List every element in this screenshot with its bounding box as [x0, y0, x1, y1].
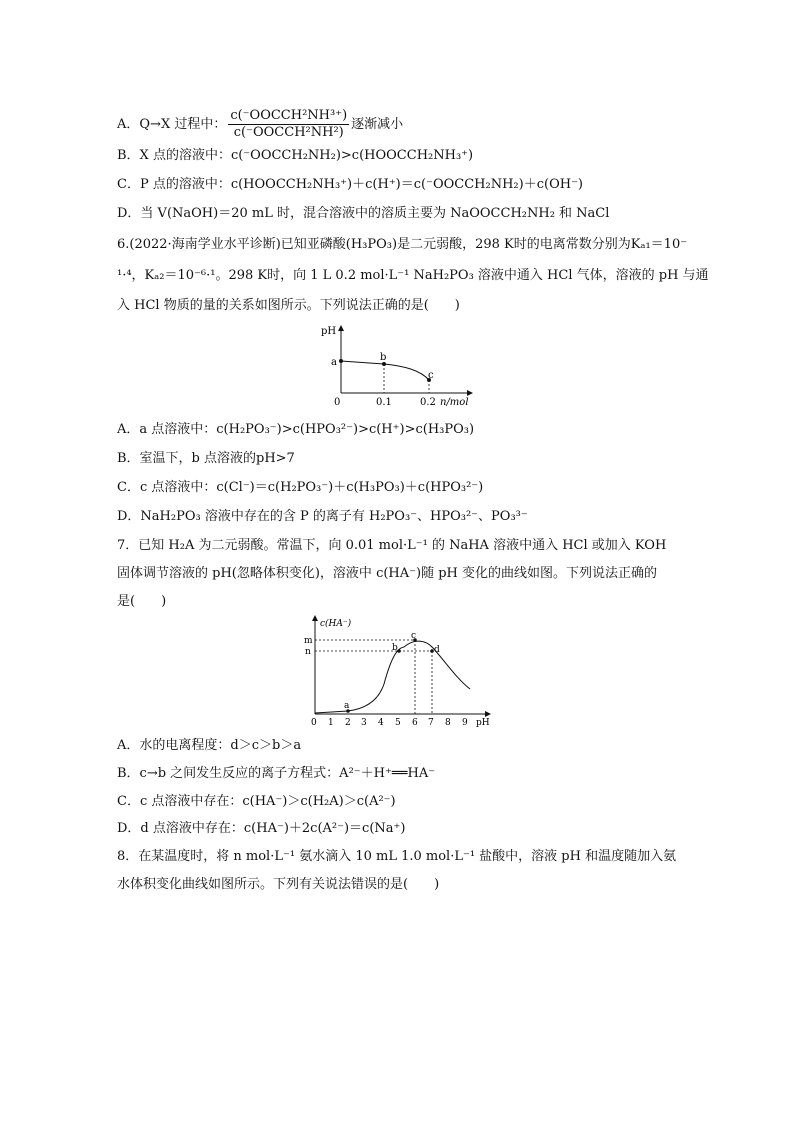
q6-figure: [318, 322, 478, 412]
q7-label-c: c: [411, 631, 417, 641]
q7-tick-3: 3: [361, 718, 367, 728]
q5-option-d: D．当 V(NaOH)＝20 mL 时，混合溶液中的溶质主要为 NaOOCCH₂NH₂ 和 NaCl: [117, 206, 610, 221]
q5-option-a-prefix: A．Q→X 过程中：: [117, 117, 227, 132]
q8-stem-line2: 水体积变化曲线如图所示。下列有关说法错误的是( ): [117, 877, 440, 892]
q7-tick-0: 0: [311, 718, 317, 728]
q7-tick-6: 6: [412, 718, 418, 728]
q6-stem-line2: ¹·⁴，Kₐ₂＝10⁻⁶·¹。298 K时，向 1 L 0.2 mol·L⁻¹ NaH₂PO₃ 溶液中通入 HCl 气体，溶液的 pH 与通: [117, 268, 709, 283]
q6-stem-line3: 入 HCl 物质的量的关系如图所示。下列说法正确的是( ): [117, 298, 460, 313]
q7-label-n: n: [305, 647, 311, 657]
q7-figure: [298, 614, 498, 732]
q7-tick-1: 1: [328, 718, 334, 728]
q7-tick-4: 4: [378, 718, 384, 728]
q7-stem-line3: 是( ): [117, 594, 167, 609]
q6-origin: 0: [334, 397, 341, 408]
q6-tick-1: 0.1: [376, 397, 392, 408]
q7-xlabel: pH: [476, 718, 490, 728]
q6-option-d: D．NaH₂PO₃ 溶液中存在的含 P 的离子有 H₂PO₃⁻、HPO₃²⁻、PO₃³⁻: [117, 509, 528, 524]
q7-ylabel: c(HA⁻): [320, 619, 352, 629]
q7-label-m: m: [304, 636, 313, 646]
q7-tick-7: 7: [428, 718, 434, 728]
fraction-denominator: c(⁻OOCCH²NH²): [233, 125, 344, 140]
q5-option-a: [117, 108, 403, 141]
q7-label-b: b: [392, 643, 398, 653]
q7-option-d: D．d 点溶液中存在：c(HA⁻)＋2c(A²⁻)＝c(Na⁺): [117, 821, 406, 836]
q7-tick-8: 8: [445, 718, 451, 728]
q7-tick-5: 5: [395, 718, 401, 728]
q6-xlabel: n/mol: [440, 397, 469, 408]
q7-stem-line2: 固体调节溶液的 pH(忽略体积变化)，溶液中 c(HA⁻)随 pH 变化的曲线如图。下列说法正确的: [117, 566, 658, 581]
q6-label-b: b: [380, 352, 387, 363]
q7-stem-line1: 7．已知 H₂A 为二元弱酸。常温下，向 0.01 mol·L⁻¹ 的 NaHA 溶液中通入 HCl 或加入 KOH: [117, 538, 667, 553]
q7-label-a: a: [344, 701, 350, 711]
q7-option-c: C．c 点溶液中存在：c(HA⁻)＞c(H₂A)＞c(A²⁻): [117, 794, 396, 809]
q5-option-a-suffix: 逐渐减小: [351, 117, 404, 132]
q7-label-d: d: [434, 645, 440, 655]
fraction-numerator: c(⁻OOCCH²NH³⁺): [230, 108, 348, 123]
q7-tick-9: 9: [462, 718, 468, 728]
q7-option-a: A．水的电离程度：d＞c＞b＞a: [117, 738, 302, 753]
q8-stem-line1: 8．在某温度时，将 n mol·L⁻¹ 氨水滴入 10 mL 1.0 mol·L⁻¹ 盐酸中，溶液 pH 和温度随加入氨: [117, 849, 677, 864]
q6-label-a: a: [331, 357, 337, 368]
q7-option-b: B．c→b 之间发生反应的离子方程式：A²⁻＋H⁺══HA⁻: [117, 766, 436, 781]
q6-point-a: [339, 359, 343, 363]
q6-ylabel: pH: [321, 326, 337, 337]
q5-option-a-fraction: [228, 108, 349, 141]
q5-option-c: C．P 点的溶液中：c(HOOCCH₂NH₃⁺)＋c(H⁺)＝c(⁻OOCCH₂NH₂)＋c(OH⁻): [117, 177, 584, 192]
q6-option-b: B．室温下，b 点溶液的pH>7: [117, 451, 295, 466]
q7-tick-2: 2: [345, 718, 351, 728]
q6-tick-2: 0.2: [420, 397, 436, 408]
q6-stem-line1: 6.(2022·海南学业水平诊断)已知亚磷酸(H₃PO₃)是二元弱酸，298 K时的电离常数分别为Kₐ₁＝10⁻: [117, 237, 688, 252]
q6-option-a: A．a 点溶液中：c(H₂PO₃⁻)>c(HPO₃²⁻)>c(H⁺)>c(H₃PO₃): [117, 422, 475, 437]
q6-label-c: c: [428, 370, 434, 381]
q5-option-b: B．X 点的溶液中：c(⁻OOCCH₂NH₂)>c(HOOCCH₂NH₃⁺): [117, 148, 474, 163]
q6-option-c: C．c 点溶液中：c(Cl⁻)＝c(H₂PO₃⁻)＋c(H₃PO₃)＋c(HPO₃²⁻): [117, 480, 484, 495]
